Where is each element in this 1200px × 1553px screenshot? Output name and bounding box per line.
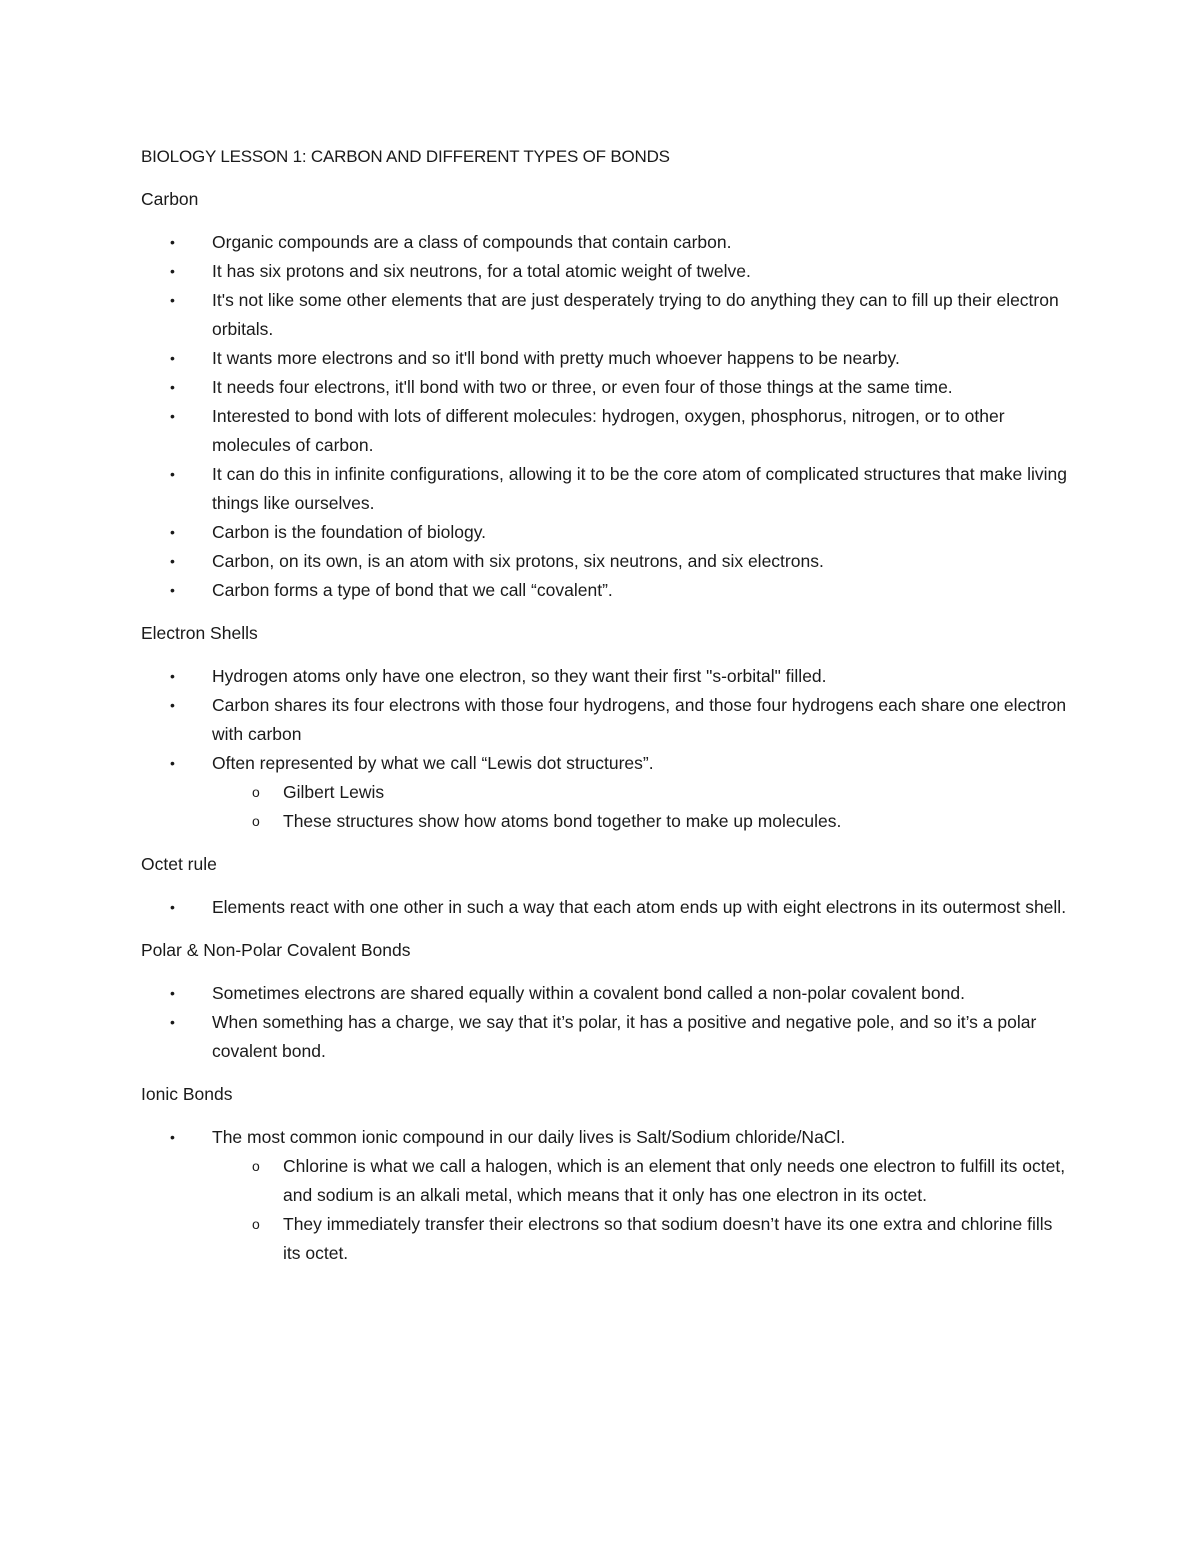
list-item-text: Carbon is the foundation of biology. <box>212 522 487 542</box>
document-body <box>141 142 1071 1282</box>
bullet-icon: • <box>170 292 175 308</box>
list-item <box>141 518 1071 547</box>
list-item <box>141 402 1071 460</box>
list-item <box>141 749 1071 778</box>
section-heading-carbon: Carbon <box>141 189 199 209</box>
bullet-icon: • <box>170 553 175 569</box>
bullet-icon: • <box>170 524 175 540</box>
list-item-text: Often represented by what we call “Lewis dot structures”. <box>212 753 654 773</box>
sub-list-container <box>141 778 1071 836</box>
bullet-icon: • <box>170 263 175 279</box>
list-item-text: Sometimes electrons are shared equally within a covalent bond called a non-polar covalent bond. <box>212 983 965 1003</box>
electron-shells-sub-list <box>141 778 1071 836</box>
bullet-icon: • <box>170 755 175 771</box>
list-item-text: Interested to bond with lots of different molecules: hydrogen, oxygen, phosphorus, nitrogen, or to other molecules of carbon. <box>212 406 1005 455</box>
list-item <box>141 691 1071 749</box>
octet-rule-bullet-list <box>141 893 1071 922</box>
sub-list-item-text: Gilbert Lewis <box>283 782 385 802</box>
section-heading-polar-bonds: Polar & Non-Polar Covalent Bonds <box>141 940 411 960</box>
bullet-icon: • <box>170 985 175 1001</box>
list-item <box>141 344 1071 373</box>
sub-list-item <box>212 1152 1071 1210</box>
bullet-icon: • <box>170 234 175 250</box>
sub-list-item <box>212 1210 1071 1268</box>
sub-list-container <box>141 1152 1071 1268</box>
sub-list-item-text: They immediately transfer their electrons so that sodium doesn’t have its one extra and chlorine fills its octet. <box>283 1214 1053 1263</box>
ionic-bonds-bullet-list <box>141 1123 1071 1268</box>
sub-list-item-text: Chlorine is what we call a halogen, which is an element that only needs one electron to fulfill its octet, and sodium is an alkali metal, which means that it only has one electron in its octet. <box>283 1156 1066 1205</box>
bullet-icon: • <box>170 466 175 482</box>
list-item <box>141 547 1071 576</box>
list-item-text: Elements react with one other in such a way that each atom ends up with eight electrons in its outermost shell. <box>212 897 1067 917</box>
list-item-text: When something has a charge, we say that it’s polar, it has a positive and negative pole, and so it’s a polar covalent bond. <box>212 1012 1037 1061</box>
list-item <box>141 257 1071 286</box>
list-item <box>141 1123 1071 1152</box>
sub-list-item-text: These structures show how atoms bond together to make up molecules. <box>283 811 842 831</box>
list-item-text: Carbon shares its four electrons with those four hydrogens, and those four hydrogens each share one electron with carbon <box>212 695 1067 744</box>
list-item <box>141 460 1071 518</box>
bullet-icon: • <box>170 899 175 915</box>
list-item-text: Hydrogen atoms only have one electron, so they want their first "s-orbital" filled. <box>212 666 827 686</box>
bullet-icon: • <box>170 1129 175 1145</box>
section-heading-ionic-bonds: Ionic Bonds <box>141 1084 233 1104</box>
list-item-text: The most common ionic compound in our daily lives is Salt/Sodium chloride/NaCl. <box>212 1127 846 1147</box>
sub-bullet-icon: o <box>252 813 260 829</box>
bullet-icon: • <box>170 582 175 598</box>
list-item <box>141 979 1071 1008</box>
bullet-icon: • <box>170 1014 175 1030</box>
carbon-bullet-list <box>141 228 1071 605</box>
list-item-text: Carbon, on its own, is an atom with six protons, six neutrons, and six electrons. <box>212 551 824 571</box>
list-item-text: It can do this in infinite configurations, allowing it to be the core atom of complicated structures that make living things like ourselves. <box>212 464 1068 513</box>
bullet-icon: • <box>170 408 175 424</box>
bullet-icon: • <box>170 379 175 395</box>
section-heading-electron-shells: Electron Shells <box>141 623 258 643</box>
sub-bullet-icon: o <box>252 784 260 800</box>
bullet-icon: • <box>170 350 175 366</box>
list-item-text: It wants more electrons and so it'll bond with pretty much whoever happens to be nearby. <box>212 348 900 368</box>
list-item <box>141 373 1071 402</box>
list-item <box>141 662 1071 691</box>
list-item-text: Carbon forms a type of bond that we call “covalent”. <box>212 580 613 600</box>
list-item <box>141 1008 1071 1066</box>
list-item-text: Organic compounds are a class of compounds that contain carbon. <box>212 232 732 252</box>
ionic-bonds-sub-list <box>141 1152 1071 1268</box>
polar-bonds-bullet-list <box>141 979 1071 1066</box>
list-item <box>141 576 1071 605</box>
electron-shells-bullet-list <box>141 662 1071 836</box>
sub-bullet-icon: o <box>252 1216 260 1232</box>
list-item-text: It has six protons and six neutrons, for a total atomic weight of twelve. <box>212 261 751 281</box>
list-item-text: It needs four electrons, it'll bond with two or three, or even four of those things at the same time. <box>212 377 953 397</box>
list-item <box>141 228 1071 257</box>
section-heading-octet-rule: Octet rule <box>141 854 217 874</box>
bullet-icon: • <box>170 668 175 684</box>
sub-list-item <box>212 807 1071 836</box>
sub-list-item <box>212 778 1071 807</box>
list-item <box>141 893 1071 922</box>
list-item-text: It's not like some other elements that are just desperately trying to do anything they can to fill up their electron orbitals. <box>212 290 1059 339</box>
list-item <box>141 286 1071 344</box>
bullet-icon: • <box>170 697 175 713</box>
document-title: BIOLOGY LESSON 1: CARBON AND DIFFERENT TYPES OF BONDS <box>141 147 670 166</box>
sub-bullet-icon: o <box>252 1158 260 1174</box>
